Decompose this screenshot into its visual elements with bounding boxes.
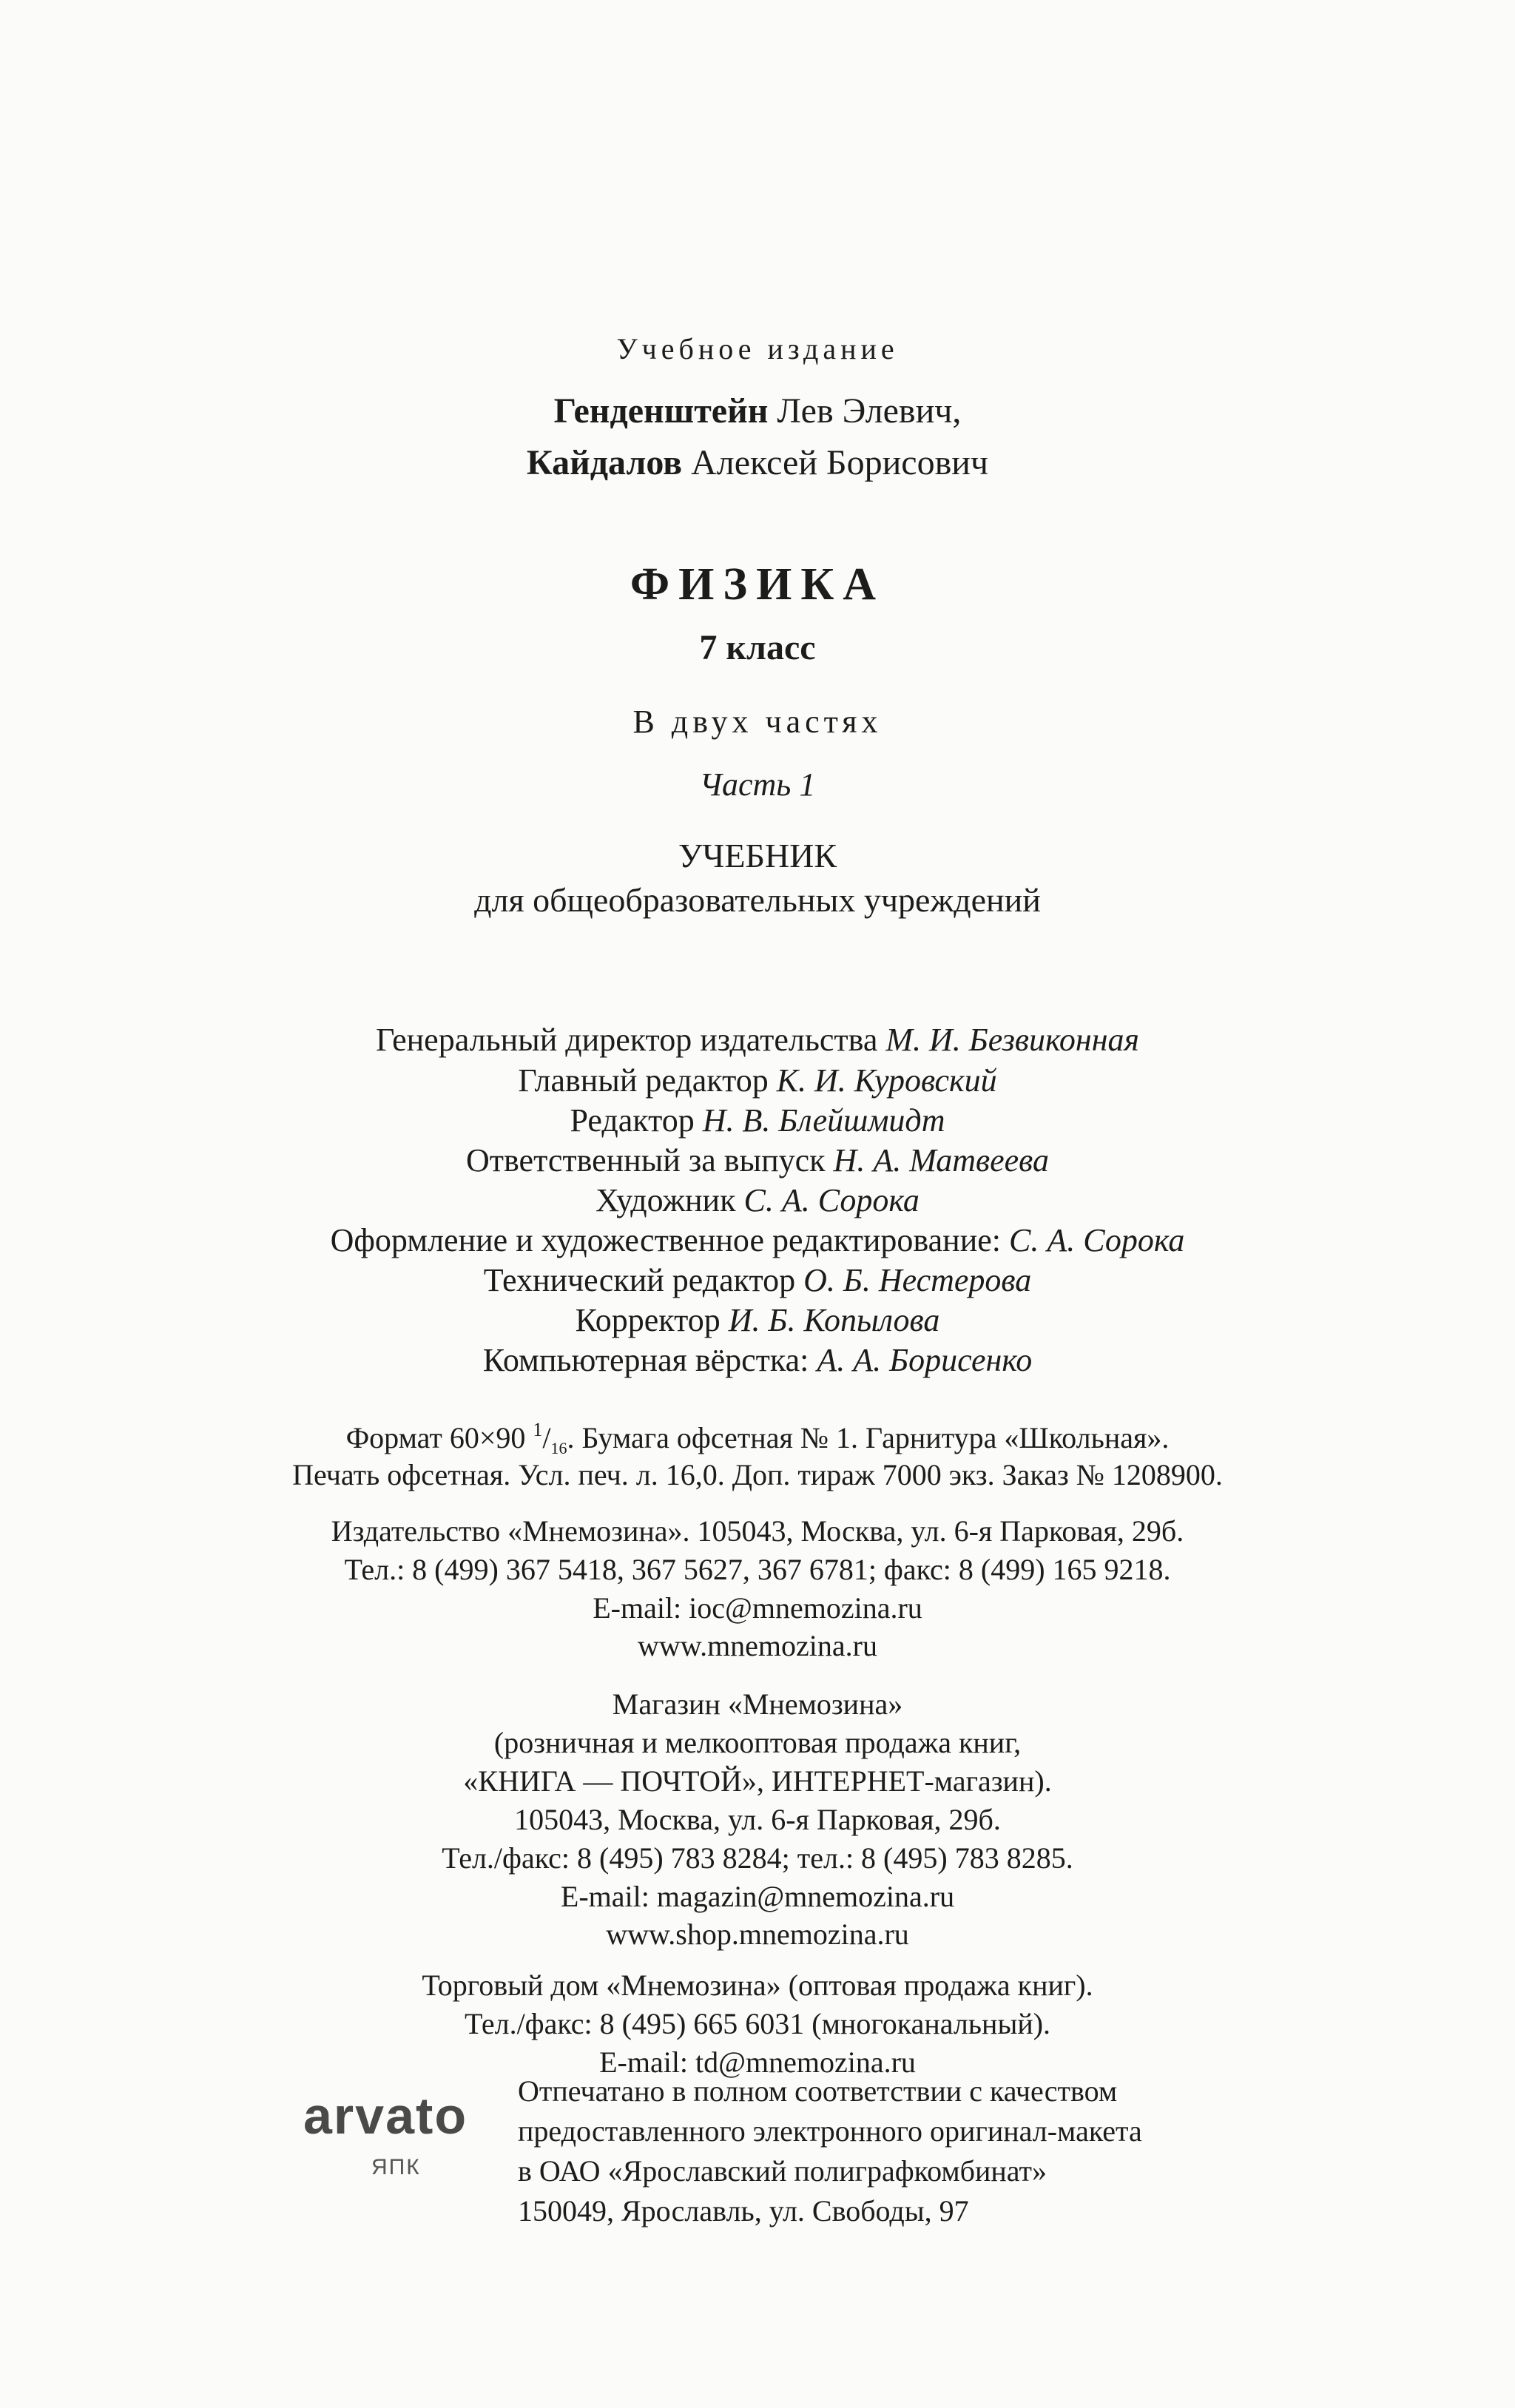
edition-type: Учебное издание	[616, 332, 899, 365]
author-2-name: Алексей Борисович	[682, 443, 989, 482]
credit-line	[0, 1261, 1515, 1299]
author-1	[0, 391, 1515, 431]
author-1-name: Лев Элевич,	[768, 391, 962, 431]
credit-name: Н. А. Матвеева	[833, 1142, 1049, 1178]
author-2-surname: Кайдалов	[526, 443, 683, 482]
credit-name: О. Б. Нестерова	[803, 1262, 1032, 1298]
credit-role: Художник	[595, 1182, 744, 1218]
credit-name: Н. В. Блейшмидт	[702, 1102, 945, 1139]
author-2	[0, 442, 1515, 483]
credit-line	[0, 1141, 1515, 1179]
trade-house-line: Тел./факс: 8 (495) 665 6031 (многоканальный).	[464, 2007, 1051, 2040]
format-text: Формат 60×90	[345, 1421, 533, 1454]
credit-line	[0, 1021, 1515, 1059]
trade-house-line: Торговый дом «Мнемозина» (оптовая продажа книг).	[422, 1969, 1093, 2002]
trade-house-email: E-mail: td@mnemozina.ru	[599, 2046, 916, 2079]
credit-role: Редактор	[570, 1102, 703, 1139]
credit-line	[0, 1301, 1515, 1339]
credit-role: Корректор	[575, 1302, 729, 1338]
printer-line: 150049, Ярославль, ул. Свободы, 97	[518, 2194, 969, 2227]
format-fraction-num: 1	[533, 1419, 543, 1440]
credit-role: Компьютерная вёрстка:	[482, 1342, 817, 1378]
publisher-website: www.mnemozina.ru	[638, 1629, 877, 1662]
shop-email: E-mail: magazin@mnemozina.ru	[560, 1880, 955, 1913]
publisher-email: E-mail: ioc@mnemozina.ru	[593, 1591, 922, 1625]
book-type: УЧЕБНИК	[678, 837, 837, 874]
credit-line	[0, 1102, 1515, 1139]
format-fraction-sep: /	[542, 1421, 551, 1454]
credit-line	[0, 1062, 1515, 1099]
part-number: Часть 1	[699, 766, 816, 803]
shop-line: «КНИГА — ПОЧТОЙ», ИНТЕРНЕТ-магазин).	[463, 1764, 1052, 1798]
publisher-line: Издательство «Мнемозина». 105043, Москва, ул. 6-я Парковая, 29б.	[331, 1514, 1184, 1548]
shop-line: 105043, Москва, ул. 6-я Парковая, 29б.	[514, 1803, 1001, 1836]
credit-name: М. И. Безвиконная	[885, 1022, 1139, 1058]
credit-role: Оформление и художественное редактирование:	[330, 1222, 1010, 1258]
shop-line: Тел./факс: 8 (495) 783 8284; тел.: 8 (495) 783 8285.	[442, 1841, 1073, 1875]
printer-line: Отпечатано в полном соответствии с качеством	[518, 2074, 1118, 2108]
book-title: ФИЗИКА	[630, 559, 885, 610]
format-line-2: Печать офсетная. Усл. печ. л. 16,0. Доп. тираж 7000 экз. Заказ № 1208900.	[292, 1458, 1223, 1491]
format-fraction-den: 16	[550, 1439, 567, 1457]
credit-name: К. И. Куровский	[776, 1062, 997, 1099]
printer-line: предоставленного электронного оригинал-макета	[518, 2114, 1142, 2148]
credit-role: Ответственный за выпуск	[466, 1142, 834, 1178]
credit-line	[0, 1181, 1515, 1219]
author-1-surname: Генденштейн	[553, 391, 769, 431]
credit-role: Главный редактор	[518, 1062, 777, 1099]
format-text: . Бумага офсетная № 1. Гарнитура «Школьная».	[567, 1421, 1170, 1454]
printer-line: в ОАО «Ярославский полиграфкомбинат»	[518, 2154, 1047, 2188]
credit-name: С. А. Сорока	[1009, 1222, 1185, 1258]
audience: для общеобразовательных учреждений	[474, 881, 1041, 919]
credit-name: С. А. Сорока	[743, 1182, 920, 1218]
shop-line: Магазин «Мнемозина»	[612, 1687, 903, 1721]
credit-role: Технический редактор	[483, 1262, 804, 1298]
credit-line	[0, 1341, 1515, 1379]
credit-name: И. Б. Копылова	[728, 1302, 940, 1338]
printer-logo	[303, 2087, 496, 2180]
printer-info	[518, 2071, 1142, 2231]
credit-name: А. А. Борисенко	[817, 1342, 1033, 1378]
arvato-logo: arvato	[303, 2087, 468, 2145]
publisher-line: Тел.: 8 (499) 367 5418, 367 5627, 367 6781; факс: 8 (499) 165 9218.	[344, 1553, 1171, 1586]
shop-line: (розничная и мелкооптовая продажа книг,	[493, 1726, 1022, 1759]
printer-logo-subtitle: ЯПК	[371, 2155, 421, 2179]
grade: 7 класс	[699, 628, 816, 667]
credit-line	[0, 1221, 1515, 1259]
shop-website: www.shop.mnemozina.ru	[606, 1918, 909, 1951]
credit-role: Генеральный директор издательства	[376, 1022, 886, 1058]
parts-count: В двух частях	[632, 704, 883, 740]
format-line-1	[0, 1419, 1515, 1458]
